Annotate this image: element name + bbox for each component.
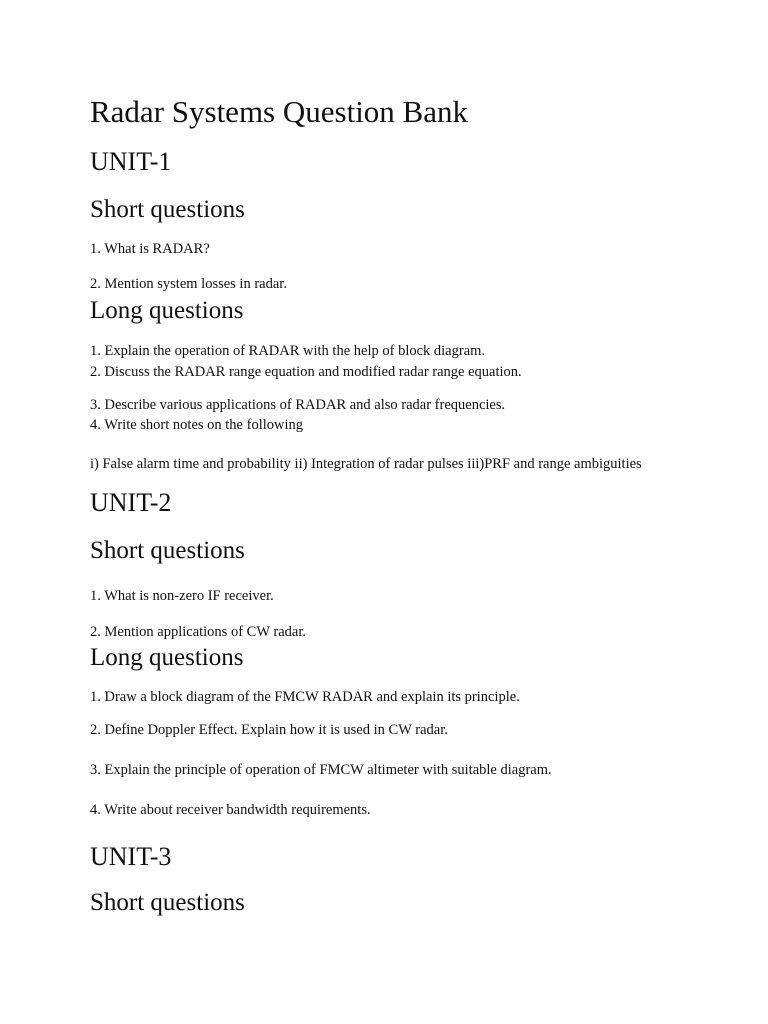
document-title: Radar Systems Question Bank xyxy=(90,94,468,129)
unit-1-long-question: 2. Discuss the RADAR range equation and modified radar range equation. xyxy=(90,364,522,380)
unit-3-heading: UNIT-3 xyxy=(90,842,172,871)
unit-2-long-question: 2. Define Doppler Effect. Explain how it is used in CW radar. xyxy=(90,722,448,738)
unit-2-short-questions-heading: Short questions xyxy=(90,537,245,564)
unit-1-short-questions-heading: Short questions xyxy=(90,196,245,223)
unit-1-long-question-subitems: i) False alarm time and probability ii) Integration of radar pulses iii)PRF and range ambiguities xyxy=(90,456,642,472)
unit-1-long-questions-heading: Long questions xyxy=(90,297,244,324)
unit-1-long-question: 4. Write short notes on the following xyxy=(90,417,303,433)
unit-2-heading: UNIT-2 xyxy=(90,488,172,517)
unit-1-long-question: 1. Explain the operation of RADAR with the help of block diagram. xyxy=(90,343,486,359)
unit-2-short-question: 2. Mention applications of CW radar. xyxy=(90,624,306,640)
unit-2-long-question: 3. Explain the principle of operation of FMCW altimeter with suitable diagram. xyxy=(90,762,552,778)
unit-1-short-question: 2. Mention system losses in radar. xyxy=(90,276,287,292)
unit-2-long-question: 1. Draw a block diagram of the FMCW RADAR and explain its principle. xyxy=(90,689,520,705)
unit-2-short-question: 1. What is non-zero IF receiver. xyxy=(90,588,274,604)
unit-2-long-question: 4. Write about receiver bandwidth requirements. xyxy=(90,802,371,818)
unit-1-long-question: 3. Describe various applications of RADAR and also radar frequencies. xyxy=(90,397,506,413)
unit-1-heading: UNIT-1 xyxy=(90,147,172,176)
unit-3-short-questions-heading: Short questions xyxy=(90,889,245,916)
unit-2-long-questions-heading: Long questions xyxy=(90,644,244,671)
unit-1-short-question: 1. What is RADAR? xyxy=(90,241,210,257)
